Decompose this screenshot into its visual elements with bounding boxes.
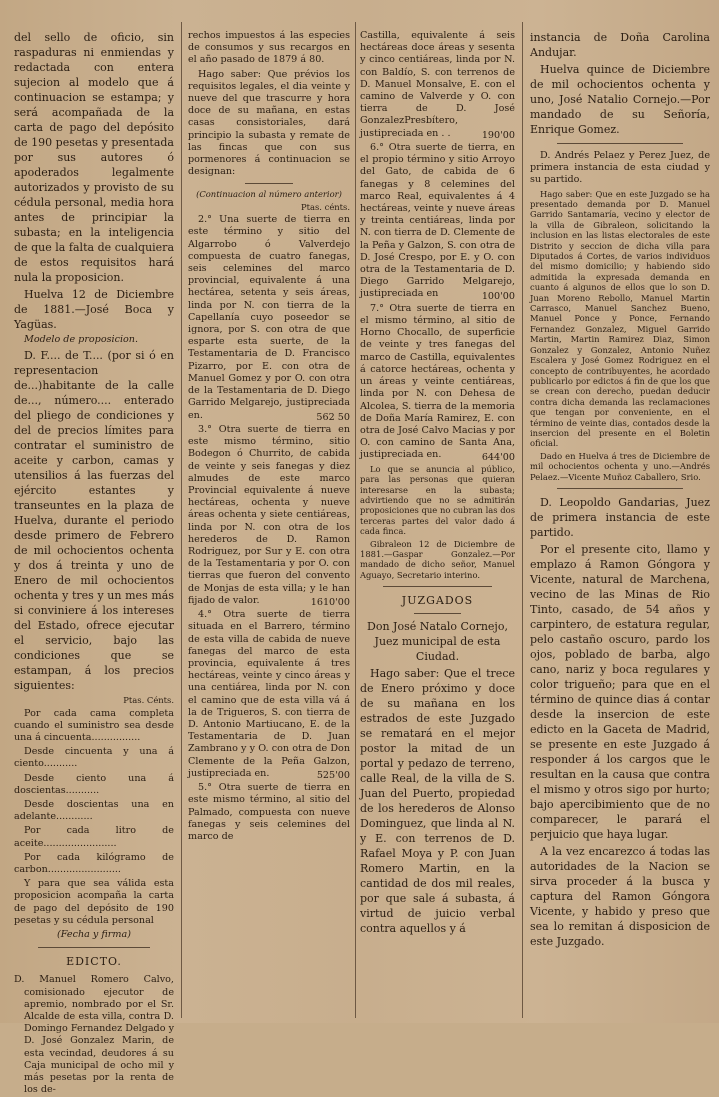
text-paragraph <box>530 451 710 482</box>
paragraph-text: Hago saber: Que prévios los requisitos legales, el dia veinte y nueve del que trascurre y hora doce de su mañana, en estas casas consistoriales, dará principio la subasta y remate de las fincas que con sus pormenores á continuacion se designan: <box>188 68 350 178</box>
paragraph-text: Hago saber: Que el trece de Enero próximo y doce de su mañana en los estrados de este Juzgado se rematará en el mejor postor la mitad de un portal y pedazo de terreno, calle Real, de la villa de S. Juan del Puerto, propiedad de los herederos de Alonso Dominguez, que linda al N. y E. con terrenos de D. Rafael Moya y P. con Juan Romero Martin, en la cantidad de dos mil reales, por que sale á subasta, á virtud de juicio verbal contra aquellos y á <box>360 667 515 936</box>
paragraph-text: Lo que se anuncia al público, para las personas que quieran interesarse en la subasta; advirtiendo que no se admitirán proposiciones que no cubran las dos terceras partes del valor dado á cada finca. <box>360 463 515 537</box>
column-2 <box>188 30 350 1015</box>
text-paragraph <box>188 69 350 179</box>
divider <box>38 947 150 948</box>
text-paragraph <box>14 878 174 927</box>
text-paragraph <box>14 334 174 346</box>
text-paragraph <box>530 542 710 842</box>
text-paragraph <box>188 782 350 843</box>
price-value: 100'00 <box>481 290 515 302</box>
paragraph-text: (Fecha y firma) <box>57 929 131 941</box>
paragraph-text: Gibraleon 12 de Diciembre de 1881.—Gaspar Gonzalez.—Por mandado de dicho señor, Manuel Aguayo, Secretario interino. <box>360 538 515 580</box>
divider <box>414 613 461 614</box>
price-value: 1610'00 <box>310 596 350 608</box>
paragraph-text: instancia de Doña Carolina Andujar. <box>530 31 710 59</box>
text-paragraph <box>14 974 174 1096</box>
text-paragraph <box>530 189 710 449</box>
text-paragraph <box>530 30 710 60</box>
paragraph-text: (Continuacion al número anterior) <box>196 189 342 200</box>
price-value: 525'00 <box>316 770 350 781</box>
column-divider <box>181 22 182 1018</box>
text-paragraph <box>14 287 174 332</box>
text-paragraph <box>360 464 515 537</box>
paragraph-text: Don José Natalo Cornejo, Juez municipal de esta Ciudad. <box>367 620 508 664</box>
section-heading <box>14 956 174 968</box>
column-divider <box>355 22 356 1018</box>
text-paragraph <box>14 695 174 705</box>
text-paragraph <box>14 746 174 770</box>
divider <box>383 586 492 587</box>
paragraph-text: D. Manuel Romero Calvo, comisionado ejecutor de apremio, nombrado por el Sr. Alcalde de esta villa, contra D. Domingo Fernandez Delgado y D. José Gonzalez Marin, de esta vecindad, deudores á su Caja municipal de ocho mil y más pesetas por la renta de los de- <box>14 974 174 1096</box>
paragraph-text: 6.° Otra suerte de tierra, en el propio término y sitio Arroyo del Gato, de cabida de 6 fanegas y 8 celemines del marco Real, equivalentes á 4 hectáreas, veinte y nueve áreas y treinta centiáreas, linda por N. con tierra de D. Clemente de la Peña y Galzon, S. con otra de D. José Crespo, por E. y O. con otra de la Testamentaria de D. Diego Garrido Melgarejo, justipreciada en <box>360 142 515 300</box>
paragraph-text: Huelva quince de Diciembre de mil ochocientos ochenta y uno, José Natalio Cornejo.—Por mandado de su Señoría, Enrique Gomez. <box>530 63 710 136</box>
text-paragraph <box>360 539 515 581</box>
paragraph-text: Ptas. cénts. <box>301 201 350 212</box>
text-paragraph <box>14 708 174 745</box>
text-paragraph <box>14 348 174 693</box>
text-paragraph <box>360 619 515 664</box>
paragraph-text: D. Andrés Pelaez y Perez Juez, de primera instancia de esta ciudad y su partido. <box>530 150 710 186</box>
column-4 <box>530 30 710 1015</box>
text-paragraph <box>360 30 515 140</box>
text-paragraph <box>188 214 350 421</box>
paragraph-text: 2.° Una suerte de tierra en este término y sitio del Algarrobo ó Valverdejo compuesta de cuatro fanegas, seis celemines del marco provincial, equivalente á una hectárea, setenta y seis áreas, linda por N. con tierra de la Capellanía cuyo poseedor se ignora, por S. con otra de que esparte esta suerte, de la Testamentaria de D. Francisco Pizarro, por E. con otra de Manuel Gomez y por O. con otra de la Testamentaria de D. Diego Garrido Melgarejo, justipreciada en. <box>188 214 350 421</box>
paragraph-text: Por cada kilógramo de carbon........................ <box>14 851 174 876</box>
text-paragraph <box>14 773 174 797</box>
paragraph-text: Desde doscientas una en adelante............ <box>14 799 174 823</box>
text-paragraph <box>188 30 350 67</box>
section-heading <box>360 595 515 607</box>
paragraph-text: 7.° Otra suerte de tierra en el mismo término, al sitio de Horno Chocallo, de superficie de veinte y tres fanegas del marco de Castilla, equivalentes á catorce hectáreas, ochenta y un áreas y veinte centiáreas, linda por N. con Dehesa de Alcolea, S. tierra de la memoria de Doña María Ramirez, E. con otra de José Calvo Macias y por O. con camino de Santa Ana, justipreciada en. <box>360 302 515 461</box>
paragraph-text: Modelo de proposicion. <box>24 334 139 345</box>
divider <box>557 488 683 489</box>
column-divider <box>522 22 523 1018</box>
text-paragraph <box>14 30 174 285</box>
paragraph-text: 3.° Otra suerte de tierra en este mismo término, sitio Bodegon ó Churrito, de cabida de veinte y seis fanegas y diez almudes de este marco Provincial equivalente á nueve hectáreas, ochenta y nueve áreas ochenta y siete centiáreas, linda por N. con otra de los herederos de D. Ramon Rodriguez, por Sur y E. con otra de la Testamentaria y por O. con tierras que fueron del convento de Monjas de esta villa; y le han fijado de valor. <box>188 423 350 606</box>
text-paragraph <box>530 150 710 187</box>
text-paragraph <box>188 424 350 607</box>
paragraph-text: Dado en Huelva á tres de Diciembre de mil ochocientos ochenta y uno.—Andrés Pelaez.—Vicente Muñoz Caballero, Srio. <box>530 450 710 482</box>
paragraph-text: Por el presente cito, llamo y emplazo á Ramon Góngora y Vicente, natural de Marchena, vecino de las Minas de Rio Tinto, casado, de 54 años y carpintero, de estatura regular, pelo castaño oscuro, pardo los ojos, poblado de barba, algo cano, nariz y boca regulares y color trigueño; para que en el término de quince dias á contar desde la insercion de este edicto en la Gaceta de Madrid, se presente en este Juzgado á responder á los cargos que le resultan en la causa que contra el mismo y otros sigo por hurto; bajo apercibimiento que de no comparecer, le parará el perjuicio que haya lugar. <box>530 542 710 841</box>
paragraph-text: rechos impuestos á las especies de consumos y sus recargos en el año pasado de 1879 á 80. <box>188 30 350 66</box>
divider <box>245 183 294 184</box>
text-paragraph <box>360 303 515 462</box>
text-paragraph <box>14 929 174 941</box>
text-paragraph <box>188 609 350 780</box>
column-1 <box>14 30 174 1096</box>
price-value: 190'00 <box>481 129 515 141</box>
text-paragraph <box>360 142 515 301</box>
text-paragraph <box>530 844 710 949</box>
paragraph-text: Huelva 12 de Diciembre de 1881.—José Boca y Yagüas. <box>14 288 174 331</box>
paragraph-text: Desde cincuenta y una á ciento........... <box>14 746 174 770</box>
text-paragraph <box>530 495 710 540</box>
paragraph-text: Y para que sea válida esta proposicion acompaña la carta de pago del depósito de 190 pesetas y su cédula personal <box>14 878 174 926</box>
paragraph-text: del sello de oficio, sin raspaduras ni enmiendas y redactada con entera sujecion al modelo que á continuacion se estampa; y será acompañada de la carta de pago del depósito de 190 pesetas y presentada por sus autores ó apoderados legalmente autorizados y provisto de su cédula personal, media hora antes de principiar la subasta; en la inteligencia de que la falta de cualquiera de estos requisitos hará nula la proposicion. <box>14 31 174 284</box>
text-paragraph <box>188 189 350 199</box>
paragraph-text: Por cada litro de aceite........................ <box>14 825 174 849</box>
text-paragraph <box>14 825 174 849</box>
price-value: 644'00 <box>481 451 515 463</box>
text-paragraph <box>14 852 174 876</box>
paragraph-text: Por cada cama completa cuando el suministro sea desde una á cincuenta................ <box>14 707 174 744</box>
text-paragraph <box>530 62 710 137</box>
text-paragraph <box>188 202 350 212</box>
paragraph-text: D. Leopoldo Gandarias, Juez de primera instancia de este partido. <box>530 495 710 539</box>
paragraph-text: JUZGADOS <box>401 594 474 608</box>
paragraph-text: Castilla, equivalente á seis hectáreas doce áreas y sesenta y cinco centiáreas, linda por N. con Baldío, S. con terrenos de D. Manuel Monsalve, E. con el camino de Valverde y O. con tierra de D. José GonzalezPresbítero, justipreciada en . . <box>360 30 515 139</box>
paragraph-text: Desde ciento una á doscientas........... <box>14 772 174 796</box>
paragraph-text: D. F.... de T.... (por si ó en representacion de...)habitante de la calle de..., número.... enterado del pliego de condiciones y del de precios límites para contratar el suministro de aceite y carbon, camas y utensilios á las fuerzas del ejército estantes y transeuntes en la plaza de Huelva, durante el periodo desde primero de Febrero de mil ochocientos ochenta y dos á treinta y uno de Enero de mil ochocientos ochenta y tres y un mes más si conviniere á los intereses del Estado, ofrece ejecutar el servicio, bajo las condiciones que se estampan, á los precios siguientes: <box>14 349 174 693</box>
paragraph-text: 4.° Otra suerte de tierra situada en el Barrero, término de esta villa de cabida de nueve fanegas del marco de esta provincia, equivalente á tres hectáreas, veinte y cinco áreas y una centiárea, linda por N. con el camino que de esta villa vá á la de Trigueros, S. con tierra de D. Antonio Martiucano, E. de la Testamentaria de D. Juan Zambrano y y O. con otra de Don Clemente de la Peña Galzon, justipreciada en. <box>188 609 350 779</box>
paragraph-text: Hago saber: Que en este Juzgado se ha presentado demanda por D. Manuel Garrido Santamaría, vecino y elector de la villa de Gibraleon, solicitando la inclusion en las listas electorales de este Distrito y seccion de dicha villa para Diputados á Cortes, de varios individuos del mismo domicilio; y habiendo sido admitida la expresada demanda en cuanto á algunos de ellos que lo son D. Juan Moreno Rebollo, Manuel Martin Carrasco, Manuel Sanchez Bueno, Manuel Ponce y Ponce, Fernando Fernandez Gonzalez, Miguel Garrido Martin, Martin Ramirez Diaz, Simon Gonzalez y Gonzalez, Antonio Nuñez Escalera y José Gomez Rodriguez en el concepto de contribuyentes, he acordado publicarlo por edictos á fin de que los que se crean con derecho, puedan deducir contra dicha demanda las reclamaciones que tengan por conveniente, en el término de veinte dias, contados desde la insercion del presente en el Boletin oficial. <box>530 188 710 449</box>
paragraph-text: A la vez encarezco á todas las autoridades de la Nacion se sirva proceder á la busca y captura del Ramon Góngora Vicente, y habido y preso que sea lo remitan á disposicion de este Juzgado. <box>530 844 710 948</box>
price-value: 562 50 <box>316 411 350 423</box>
divider <box>557 143 683 144</box>
paragraph-text: Ptas. Cénts. <box>123 695 174 706</box>
text-paragraph <box>360 666 515 936</box>
paragraph-text: EDICTO. <box>66 955 122 969</box>
paragraph-text: 5.° Otra suerte de tierra en este mismo término, al sitio del Palmado, compuesta con nueve fanegas y seis celemines del marco de <box>188 782 350 843</box>
text-paragraph <box>14 799 174 823</box>
column-3 <box>360 30 515 1015</box>
